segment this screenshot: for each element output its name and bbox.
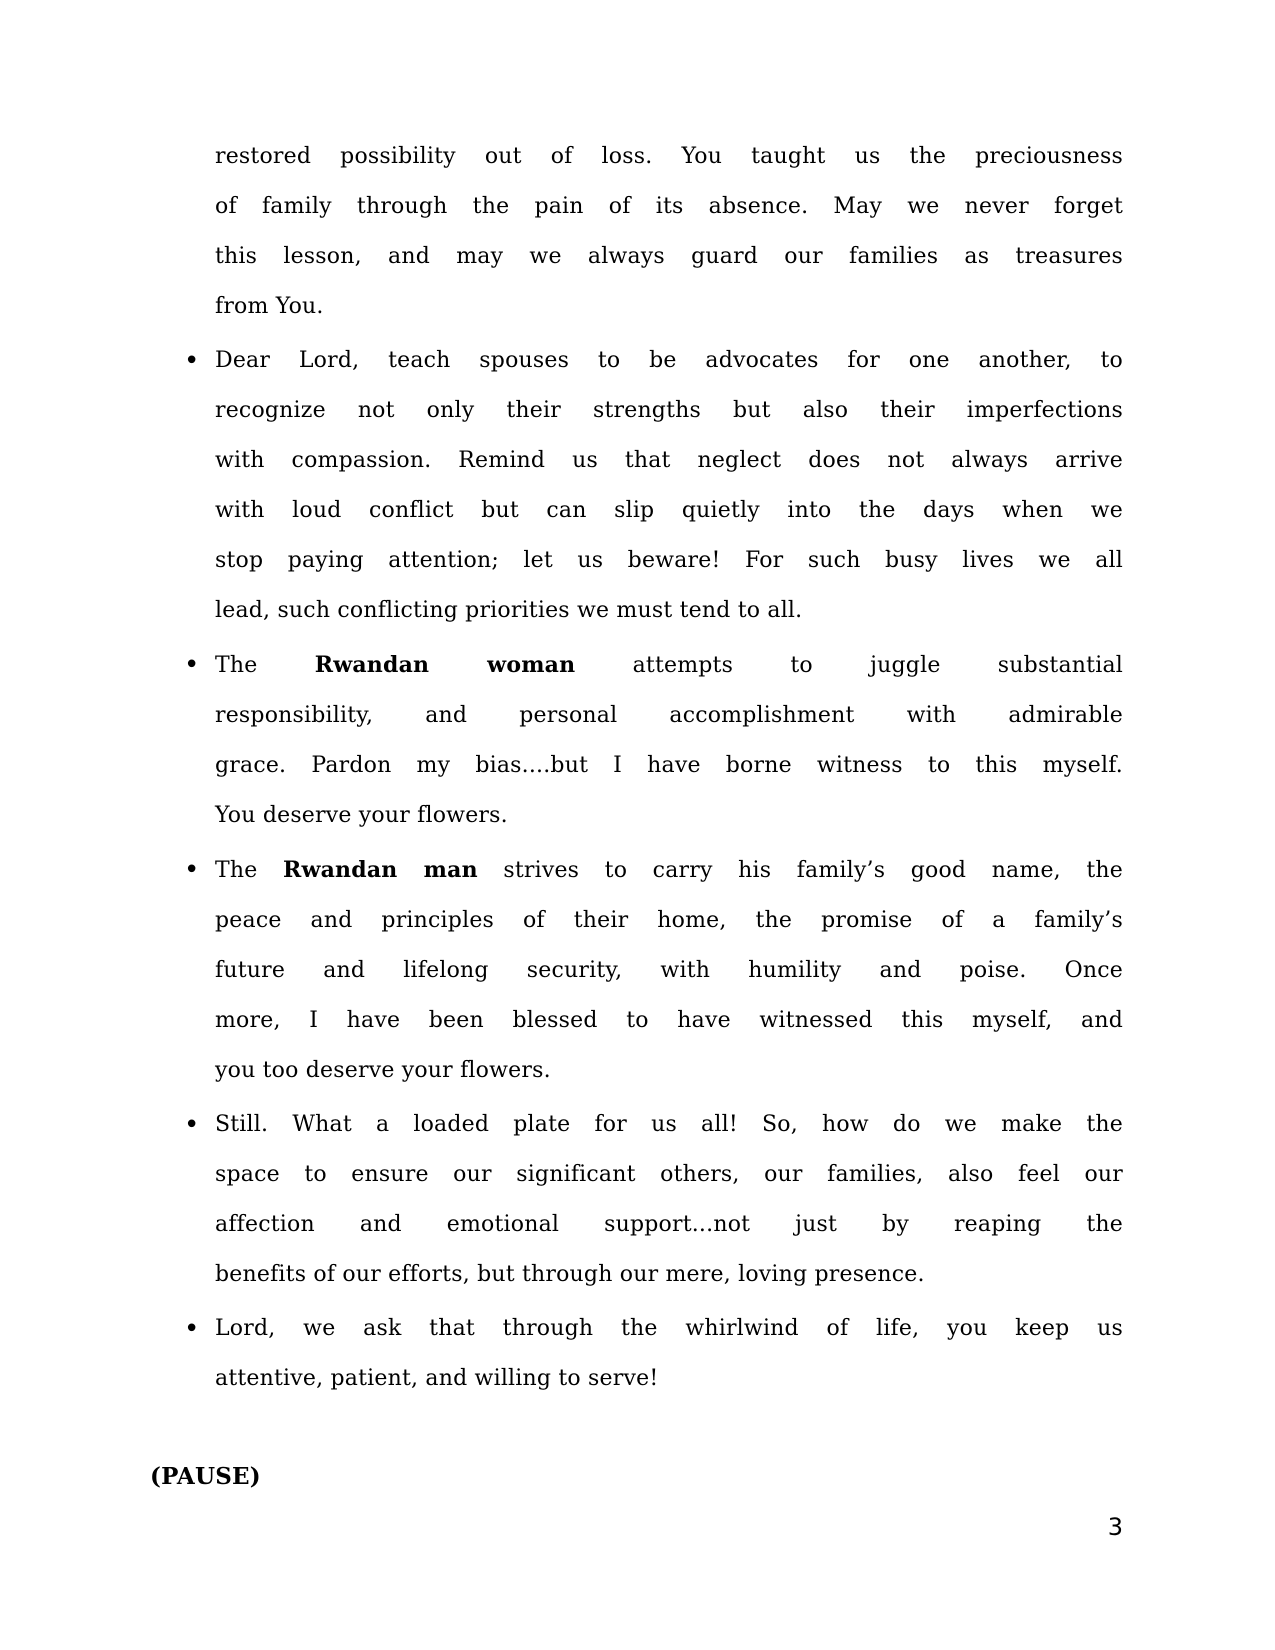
text-line bbox=[215, 1100, 1123, 1150]
text-line bbox=[215, 1354, 1123, 1404]
text-line bbox=[215, 1200, 1123, 1250]
text-line bbox=[215, 791, 1123, 841]
text-run: Dear Lord, teach spouses to be advocates for one another, to bbox=[215, 348, 1123, 373]
text-line bbox=[215, 182, 1123, 232]
bullet-item bbox=[184, 845, 1123, 1096]
text-line bbox=[215, 640, 1123, 691]
text-run: restored possibility out of loss. You taught us the preciousness bbox=[215, 144, 1123, 169]
text-run: with compassion. Remind us that neglect does not always arrive bbox=[215, 448, 1123, 473]
text-run: Still. What a loaded plate for us all! So, how do we make the bbox=[215, 1112, 1123, 1137]
text-run: lead, such conflicting priorities we must tend to all. bbox=[215, 598, 803, 623]
text-run: affection and emotional support...not just by reaping the bbox=[215, 1212, 1123, 1237]
text-run: future and lifelong security, with humility and poise. Once bbox=[215, 958, 1123, 983]
text-run: The bbox=[215, 653, 315, 678]
bullet-marker-icon: • bbox=[184, 1110, 200, 1140]
bold-text-run: Rwandan woman bbox=[314, 652, 576, 678]
text-run: from You. bbox=[215, 294, 324, 319]
bullet-marker-icon: • bbox=[184, 855, 200, 885]
bullet-marker-icon: • bbox=[184, 650, 200, 680]
text-run: peace and principles of their home, the promise of a family’s bbox=[215, 908, 1123, 933]
page-number: 3 bbox=[1107, 1513, 1123, 1541]
bullet-marker-icon: • bbox=[184, 346, 200, 376]
text-line bbox=[215, 336, 1123, 386]
text-run: you too deserve your flowers. bbox=[215, 1058, 551, 1083]
paragraph-list bbox=[150, 132, 1125, 1404]
text-run: with loud conflict but can slip quietly into the days when we bbox=[215, 498, 1123, 523]
text-run: of family through the pain of its absence. May we never forget bbox=[215, 194, 1123, 219]
bullet-item bbox=[184, 640, 1123, 841]
text-run: benefits of our efforts, but through our mere, loving presence. bbox=[215, 1262, 925, 1287]
text-line bbox=[215, 741, 1123, 791]
text-line bbox=[215, 1046, 1123, 1096]
text-line bbox=[215, 536, 1123, 586]
text-line bbox=[215, 1304, 1123, 1354]
text-run: attentive, patient, and willing to serve! bbox=[215, 1366, 659, 1391]
bold-text-run: Rwandan man bbox=[282, 857, 478, 883]
text-run: stop paying attention; let us beware! For such busy lives we all bbox=[215, 548, 1123, 573]
text-run: responsibility, and personal accomplishment with admirable bbox=[215, 703, 1123, 728]
text-line bbox=[215, 232, 1123, 282]
text-line bbox=[215, 946, 1123, 996]
text-run: more, I have been blessed to have witnessed this myself, and bbox=[215, 1008, 1123, 1033]
bullet-item bbox=[184, 1304, 1123, 1404]
text-run: space to ensure our significant others, our families, also feel our bbox=[215, 1162, 1123, 1187]
text-line bbox=[215, 845, 1123, 896]
document-body bbox=[150, 132, 1125, 1502]
continuation-paragraph bbox=[215, 132, 1123, 332]
text-line bbox=[215, 1150, 1123, 1200]
text-run: this lesson, and may we always guard our families as treasures bbox=[215, 244, 1123, 269]
text-line bbox=[215, 691, 1123, 741]
text-line bbox=[215, 386, 1123, 436]
text-line bbox=[215, 486, 1123, 536]
text-line bbox=[215, 436, 1123, 486]
text-run: Lord, we ask that through the whirlwind of life, you keep us bbox=[215, 1316, 1123, 1341]
text-line bbox=[215, 132, 1123, 182]
pause-label: (PAUSE) bbox=[150, 1463, 261, 1490]
bullet-item bbox=[184, 1100, 1123, 1300]
text-line bbox=[215, 1250, 1123, 1300]
text-line bbox=[215, 586, 1123, 636]
bullet-marker-icon: • bbox=[184, 1314, 200, 1344]
text-run: strives to carry his family’s good name, the bbox=[477, 858, 1123, 883]
text-run: grace. Pardon my bias....but I have borne witness to this myself. bbox=[215, 753, 1123, 778]
bullet-item bbox=[184, 336, 1123, 636]
text-run: attempts to juggle substantial bbox=[575, 653, 1123, 678]
text-line bbox=[215, 896, 1123, 946]
text-line bbox=[215, 996, 1123, 1046]
text-run: The bbox=[215, 858, 283, 883]
text-run: You deserve your flowers. bbox=[215, 803, 508, 828]
text-line bbox=[215, 282, 1123, 332]
text-run: recognize not only their strengths but also their imperfections bbox=[215, 398, 1123, 423]
